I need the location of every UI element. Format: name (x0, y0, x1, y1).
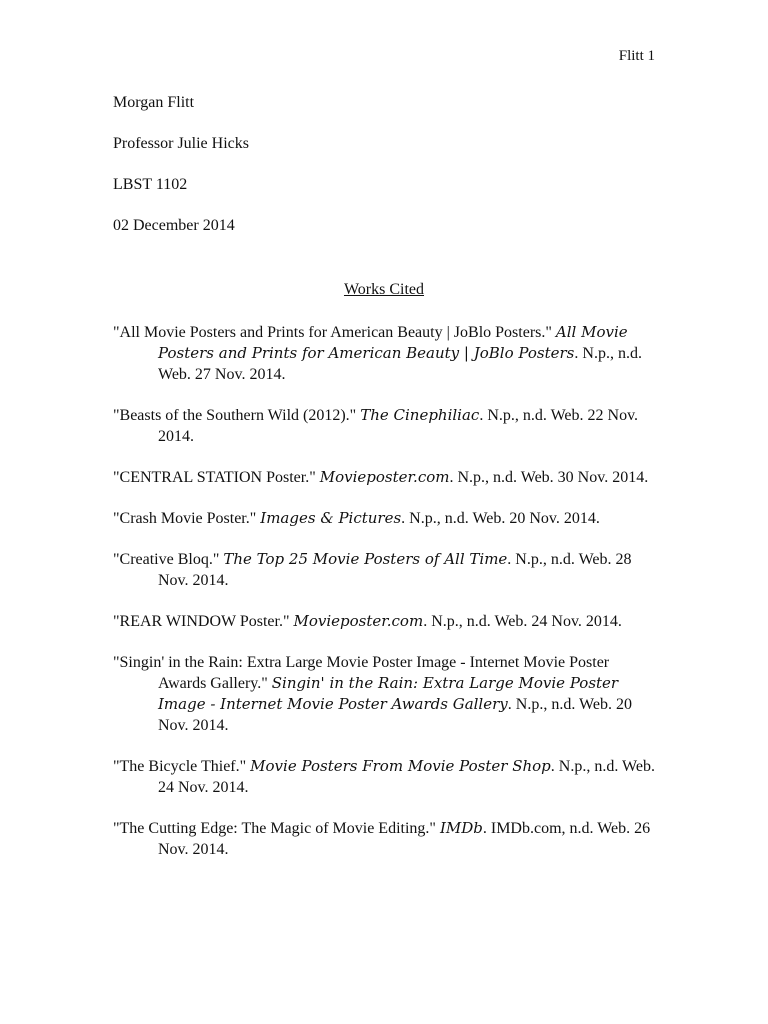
citation-entry (113, 508, 658, 529)
citation-source: Singin' in the Rain: Extra Large Movie Poster Image - Internet Movie Poster Awards Gallery (158, 674, 619, 713)
citation-source: Movieposter.com (293, 612, 424, 630)
citation-title: "CENTRAL STATION Poster." (113, 469, 320, 486)
citation-source: IMDb (439, 819, 483, 837)
citation-entry (113, 818, 658, 860)
citation-entry (113, 405, 658, 447)
citation-details: . N.p., n.d. Web. 20 Nov. 2014. (401, 510, 600, 527)
citation-details: . N.p., n.d. Web. 22 Nov. 2014. (158, 407, 639, 445)
citation-title: "Beasts of the Southern Wild (2012)." (113, 407, 361, 424)
citation-details: . N.p., n.d. Web. 27 Nov. 2014. (158, 345, 642, 383)
citation-entry (113, 611, 658, 632)
citation-source: The Cinephiliac (360, 406, 480, 424)
citation-entry (113, 322, 658, 385)
document-date: 02 December 2014 (113, 217, 235, 234)
citation-source: Movie Posters From Movie Poster Shop (250, 757, 551, 775)
citation-entry (113, 467, 658, 488)
citation-title: "The Cutting Edge: The Magic of Movie Editing." (113, 820, 440, 837)
citation-title: "REAR WINDOW Poster." (113, 613, 294, 630)
citation-details: . N.p., n.d. Web. 20 Nov. 2014. (158, 696, 632, 734)
citation-source: All Movie Posters and Prints for American Beauty | JoBlo Posters (158, 323, 628, 362)
citation-title: "Crash Movie Poster." (113, 510, 261, 527)
professor-name: Professor Julie Hicks (113, 135, 249, 152)
citation-details: . N.p., n.d. Web. 30 Nov. 2014. (449, 469, 649, 486)
citation-source: The Top 25 Movie Posters of All Time (223, 550, 508, 568)
citation-entry (113, 756, 658, 798)
citation-details: . N.p., n.d. Web. 24 Nov. 2014. (423, 613, 622, 630)
author-name: Morgan Flitt (113, 94, 195, 111)
course-code: LBST 1102 (113, 176, 188, 193)
citation-title: "Singin' in the Rain: Extra Large Movie Poster Image - Internet Movie Poster Awards Gallery." (113, 654, 610, 692)
works-cited-title: Works Cited (343, 281, 425, 298)
citation-entry (113, 652, 658, 736)
page-header: Flitt 1 (618, 48, 655, 64)
citation-title: "The Bicycle Thief." (113, 758, 251, 775)
citation-details: . IMDb.com, n.d. Web. 26 Nov. 2014. (158, 820, 651, 858)
citation-details: . N.p., n.d. Web. 28 Nov. 2014. (158, 551, 632, 589)
citation-title: "All Movie Posters and Prints for American Beauty | JoBlo Posters." (113, 324, 556, 341)
citation-list (113, 322, 658, 880)
citation-details: . N.p., n.d. Web. 24 Nov. 2014. (158, 758, 655, 796)
citation-entry (113, 549, 658, 591)
citation-source: Images & Pictures (260, 509, 402, 527)
citation-source: Movieposter.com (319, 468, 450, 486)
mla-heading (113, 93, 673, 257)
citation-title: "Creative Bloq." (113, 551, 224, 568)
